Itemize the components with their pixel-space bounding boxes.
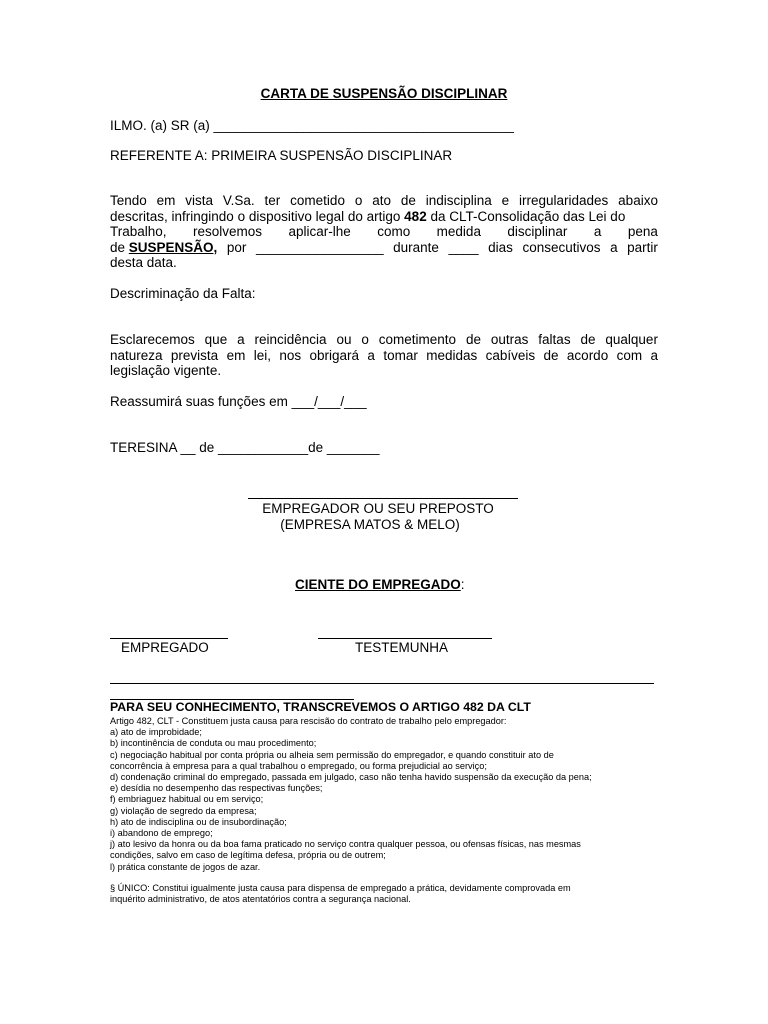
text-segment: descritas, infringindo o dispositivo legal do artigo [110, 208, 405, 224]
text-segment [110, 240, 217, 256]
artigo-line: § ÚNICO: Constitui igualmente justa causa para dispensa de empregado a prática, devidamente comprovada em [110, 883, 571, 893]
word: partir [627, 239, 658, 255]
witness-label: TESTEMUNHA [355, 640, 449, 655]
word: de [465, 332, 481, 347]
word: a [650, 347, 658, 363]
artigo-line: concorrência à empresa para a qual trabalhou o empregado, ou forma prejudicial ao serviço; [110, 760, 487, 771]
word: acordo [566, 347, 609, 363]
artigo-line: b) incontinência de conduta ou mau procedimento; [110, 738, 317, 749]
artigo-line: d) condenação criminal do empregado, passada em julgado, caso não tenha havido suspensão da execução da pena; [110, 772, 592, 783]
artigo-number: 482 [404, 208, 427, 224]
ciente-text: CIENTE DO EMPREGADO [295, 577, 461, 592]
word: outras [490, 332, 529, 347]
word: a [237, 332, 245, 347]
paragraph-line: legislação vigente. [110, 363, 222, 378]
artigo-heading: PARA SEU CONHECIMENTO, TRANSCREVEMOS O ARTIGO 482 DA CLT [110, 700, 531, 714]
word: dias [488, 239, 513, 255]
word: a [367, 347, 375, 363]
word: de [543, 347, 559, 363]
artigo-line: c) negociação habitual por conta própria ou alheia sem permissão do empregador, e quando constituir ato de [110, 749, 554, 760]
word: ou [336, 332, 352, 347]
local-data-line: TERESINA __ de ____________de _______ [110, 440, 380, 455]
word: Trabalho, [110, 224, 167, 239]
word: cabíveis [485, 347, 536, 363]
word: lei, [253, 347, 271, 363]
word: vista [185, 193, 214, 208]
witness-signature-line [318, 638, 492, 639]
paragraph-line [110, 209, 658, 225]
word: em [156, 193, 176, 208]
word: como [377, 224, 411, 239]
paragraph-line [110, 332, 658, 348]
word: ato [372, 193, 391, 208]
artigo-line: condições, salvo em caso de legítima defesa, própria ou de outrem; [110, 850, 386, 861]
word: cometido [290, 193, 345, 208]
paragraph-line [110, 224, 658, 240]
word: _________________ [255, 239, 384, 255]
paragraph-line [110, 240, 658, 256]
word: tomar [383, 347, 418, 363]
word: faltas [538, 332, 571, 347]
separator-rule [110, 683, 654, 684]
word: com [616, 347, 643, 363]
word: que [204, 332, 228, 347]
employer-signature-line [248, 498, 518, 499]
suspensao-word: SUSPENSÃO, [128, 239, 218, 255]
word: o [361, 332, 369, 347]
artigo-list [110, 716, 592, 873]
paragrafo-unico [110, 883, 571, 905]
word: irregularidades [519, 193, 609, 208]
word: ____ [448, 239, 479, 255]
paragraph-suspensao [110, 193, 658, 271]
artigo-line: a) ato de improbidade; [110, 727, 202, 738]
word: pena [627, 224, 658, 239]
artigo-line: h) ato de indisciplina ou de insubordinação; [110, 816, 287, 827]
word: medida [436, 224, 481, 239]
reassumira-line: Reassumirá suas funções em ___/___/___ [110, 394, 367, 409]
paragraph-reincidencia [110, 332, 658, 379]
word: Esclarecemos [110, 332, 195, 347]
word: de [580, 332, 596, 347]
word: disciplinar [507, 224, 568, 239]
ciente-colon: : [460, 577, 465, 592]
word: obrigará [309, 347, 360, 363]
word: reincidência [254, 332, 327, 347]
word: a [610, 239, 618, 255]
artigo-line: l) prática constante de jogos de azar. [110, 861, 261, 872]
word: qualquer [605, 332, 658, 347]
employee-label: EMPREGADO [121, 640, 209, 655]
word: em [226, 347, 246, 363]
word: ter [264, 193, 281, 208]
word: cometimento [378, 332, 457, 347]
word: e [501, 193, 510, 208]
word: indisciplina [425, 193, 492, 208]
word: prevista [170, 347, 219, 363]
company-label: (EMPRESA MATOS & MELO) [280, 517, 460, 532]
artigo-line: f) embriaguez habitual ou em serviço; [110, 794, 264, 805]
text-segment: da CLT-Consolidação das Lei do [426, 208, 626, 224]
ilmo-line: ILMO. (a) SR (a) ________________________________________ [110, 118, 514, 133]
descriminacao-label: Descriminação da Falta: [110, 286, 256, 301]
artigo-line: e) desídia no desempenho das respectivas funções; [110, 783, 323, 794]
word: de [400, 193, 416, 208]
word: resolvemos [192, 224, 263, 239]
word: a [593, 224, 602, 239]
paragraph-line: desta data. [110, 255, 177, 270]
document-title: CARTA DE SUSPENSÃO DISCIPLINAR [260, 86, 508, 101]
artigo-line: j) ato lesivo da honra ou da boa fama praticado no serviço contra qualquer pessoa, ou ofensas físicas, nas mesmas [110, 839, 581, 850]
paragraph-line [110, 193, 658, 209]
word: aplicar-lhe [288, 224, 351, 239]
ciente-heading [295, 577, 465, 593]
word: por [226, 239, 247, 255]
word: consecutivos [522, 239, 601, 255]
referente-line: REFERENTE A: PRIMEIRA SUSPENSÃO DISCIPLINAR [110, 148, 453, 163]
paragraph-line [110, 348, 658, 364]
artigo-line: g) violação de segredo da empresa; [110, 805, 257, 816]
word: V.Sa. [222, 193, 255, 208]
word: nos [279, 347, 302, 363]
word: o [354, 193, 363, 208]
artigo-line: inquérito administrativo, de atos atentatórios contra a segurança nacional. [110, 894, 411, 905]
artigo-line: Artigo 482, CLT - Constituem justa causa para rescisão do contrato de trabalho pelo empregador: [110, 716, 507, 726]
artigo-line: i) abandono de emprego; [110, 828, 213, 839]
text-segment: de [110, 239, 129, 255]
word: natureza [110, 347, 163, 363]
employee-signature-line [110, 638, 228, 639]
word: Tendo [110, 193, 147, 208]
word: abaixo [618, 193, 658, 208]
word: durante [393, 239, 439, 255]
employer-label: EMPREGADOR OU SEU PREPOSTO [262, 501, 494, 516]
word: medidas [426, 347, 478, 363]
